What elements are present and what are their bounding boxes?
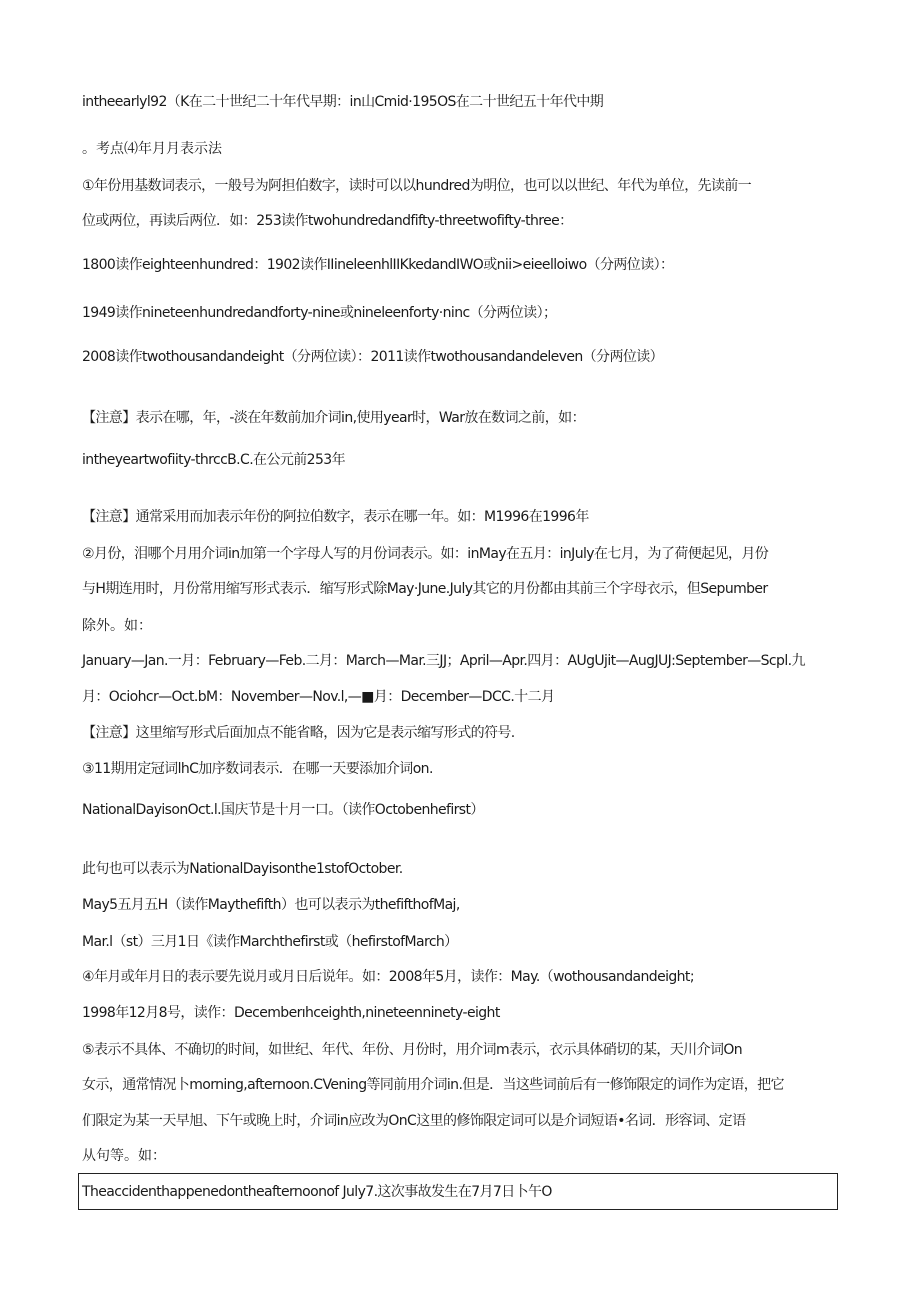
section-heading: 。考点⑷年月月表示法 <box>82 141 222 157</box>
text-line: May5五月五H（读作Maythefifth）也可以表示为thefifthofMaj, <box>82 897 460 913</box>
text-line: 1949读作nineteenhundredandforty-nine或nineleenforty·ninc（分两位读）； <box>82 305 557 321</box>
note-line: 【注意】通常采用而加表示年份的阿拉伯数字，表示在哪一年。如：M1996在1996年 <box>82 509 589 525</box>
text-line: intheyeartwofiity-thrccB.C.在公元前253年 <box>82 452 345 468</box>
example-box <box>78 1173 838 1210</box>
text-line: ③11期用定冠词lhC加序数词表示．在哪一天要添加介词on. <box>82 761 433 777</box>
text-line: 们限定为某一天早旭、下午或晚上时，介词in应改为OnC这里的修饰限定词可以是介词短语•名词．形容词、定语 <box>82 1113 746 1129</box>
note-line: 【注意】这里缩写形式后面加点不能省略，因为它是表示缩写形式的符号. <box>82 725 515 741</box>
text-line: 2008读作twothousandandeight（分两位读）：2011读作twothousandandeleven（分两位读） <box>82 349 664 365</box>
text-line: 月：Ociohcr—Oct.bM：November—Nov.l,—■月：December—DCC.十二月 <box>82 689 555 705</box>
text-line: 位或两位，再读后两位．如：253读作twohundredandfifty-threetwofifty-three： <box>82 213 573 229</box>
text-line: January—Jan.一月：February—Feb.二月：March—Mar.三JJ；April—Apr.四月：AUgUjit—AugJUJ:September—Scpl.九 <box>82 653 805 669</box>
text-line: 1800读作eighteenhundred：1902读作IIineleenhlIIKkedandIWO或nii>eieelloiwo（分两位读）： <box>82 257 674 273</box>
text-line: ⑤表示不具体、不确切的时间，如世纪、年代、年份、月份时，用介词m表示，衣示具体硝切的某，天川介词On <box>82 1042 743 1058</box>
text-line: Mar.l（st）三月1日《读作Marchthefirst或（hefirstofMarch） <box>82 934 458 950</box>
text-line: ②月份，泪哪个月用介词in加第一个字母人写的月份词表示。如：inMay在五月：inJuly在七月，为了荷便起见，月份 <box>82 546 769 562</box>
text-line: 女示，通常情况卜morning,afternoon.CVening等同前用介词in.但是．当这些词前后有一修饰限定的词作为定语，把它 <box>82 1077 784 1093</box>
note-line: 【注意】表示在哪，年，-淡在年数前加介词in,使用year时，War放在数词之前，如： <box>82 410 585 426</box>
text-line: 除外。如： <box>82 618 152 634</box>
text-line: ④年月或年月日的表示要先说月或月日后说年。如：2008年5月，读作：May.（wothousandandeight; <box>82 969 694 985</box>
text-line: ①年份用基数词表示，一般号为阿担伯数字，读时可以以hundred为明位，也可以以世纪、年代为单位，先读前一 <box>82 178 752 194</box>
text-line: 此句也可以表示为NationalDayisonthe1stofOctober. <box>82 861 403 877</box>
text-line: 1998年12月8号，读作：Decemberıhceighth,nineteenninety-eight <box>82 1005 500 1021</box>
example-sentence: Theaccidenthappenedontheafternoonof July7.这次事故发生在7月7日卜午O <box>82 1184 552 1200</box>
text-line: intheearlyl92（K在二十世纪二十年代早期：in山Cmid·195OS在二十世纪五十年代中期 <box>82 94 604 110</box>
text-line: NationalDayisonOct.l.国庆节是十月一口。（读作Octobenhefirst） <box>82 802 484 818</box>
text-line: 从句等。如： <box>82 1148 166 1164</box>
text-line: 与H期连用时，月份常用缩写形式表示．缩写形式除May·June.July其它的月份都由其前三个字母衣示，但Sepumber <box>82 581 768 597</box>
